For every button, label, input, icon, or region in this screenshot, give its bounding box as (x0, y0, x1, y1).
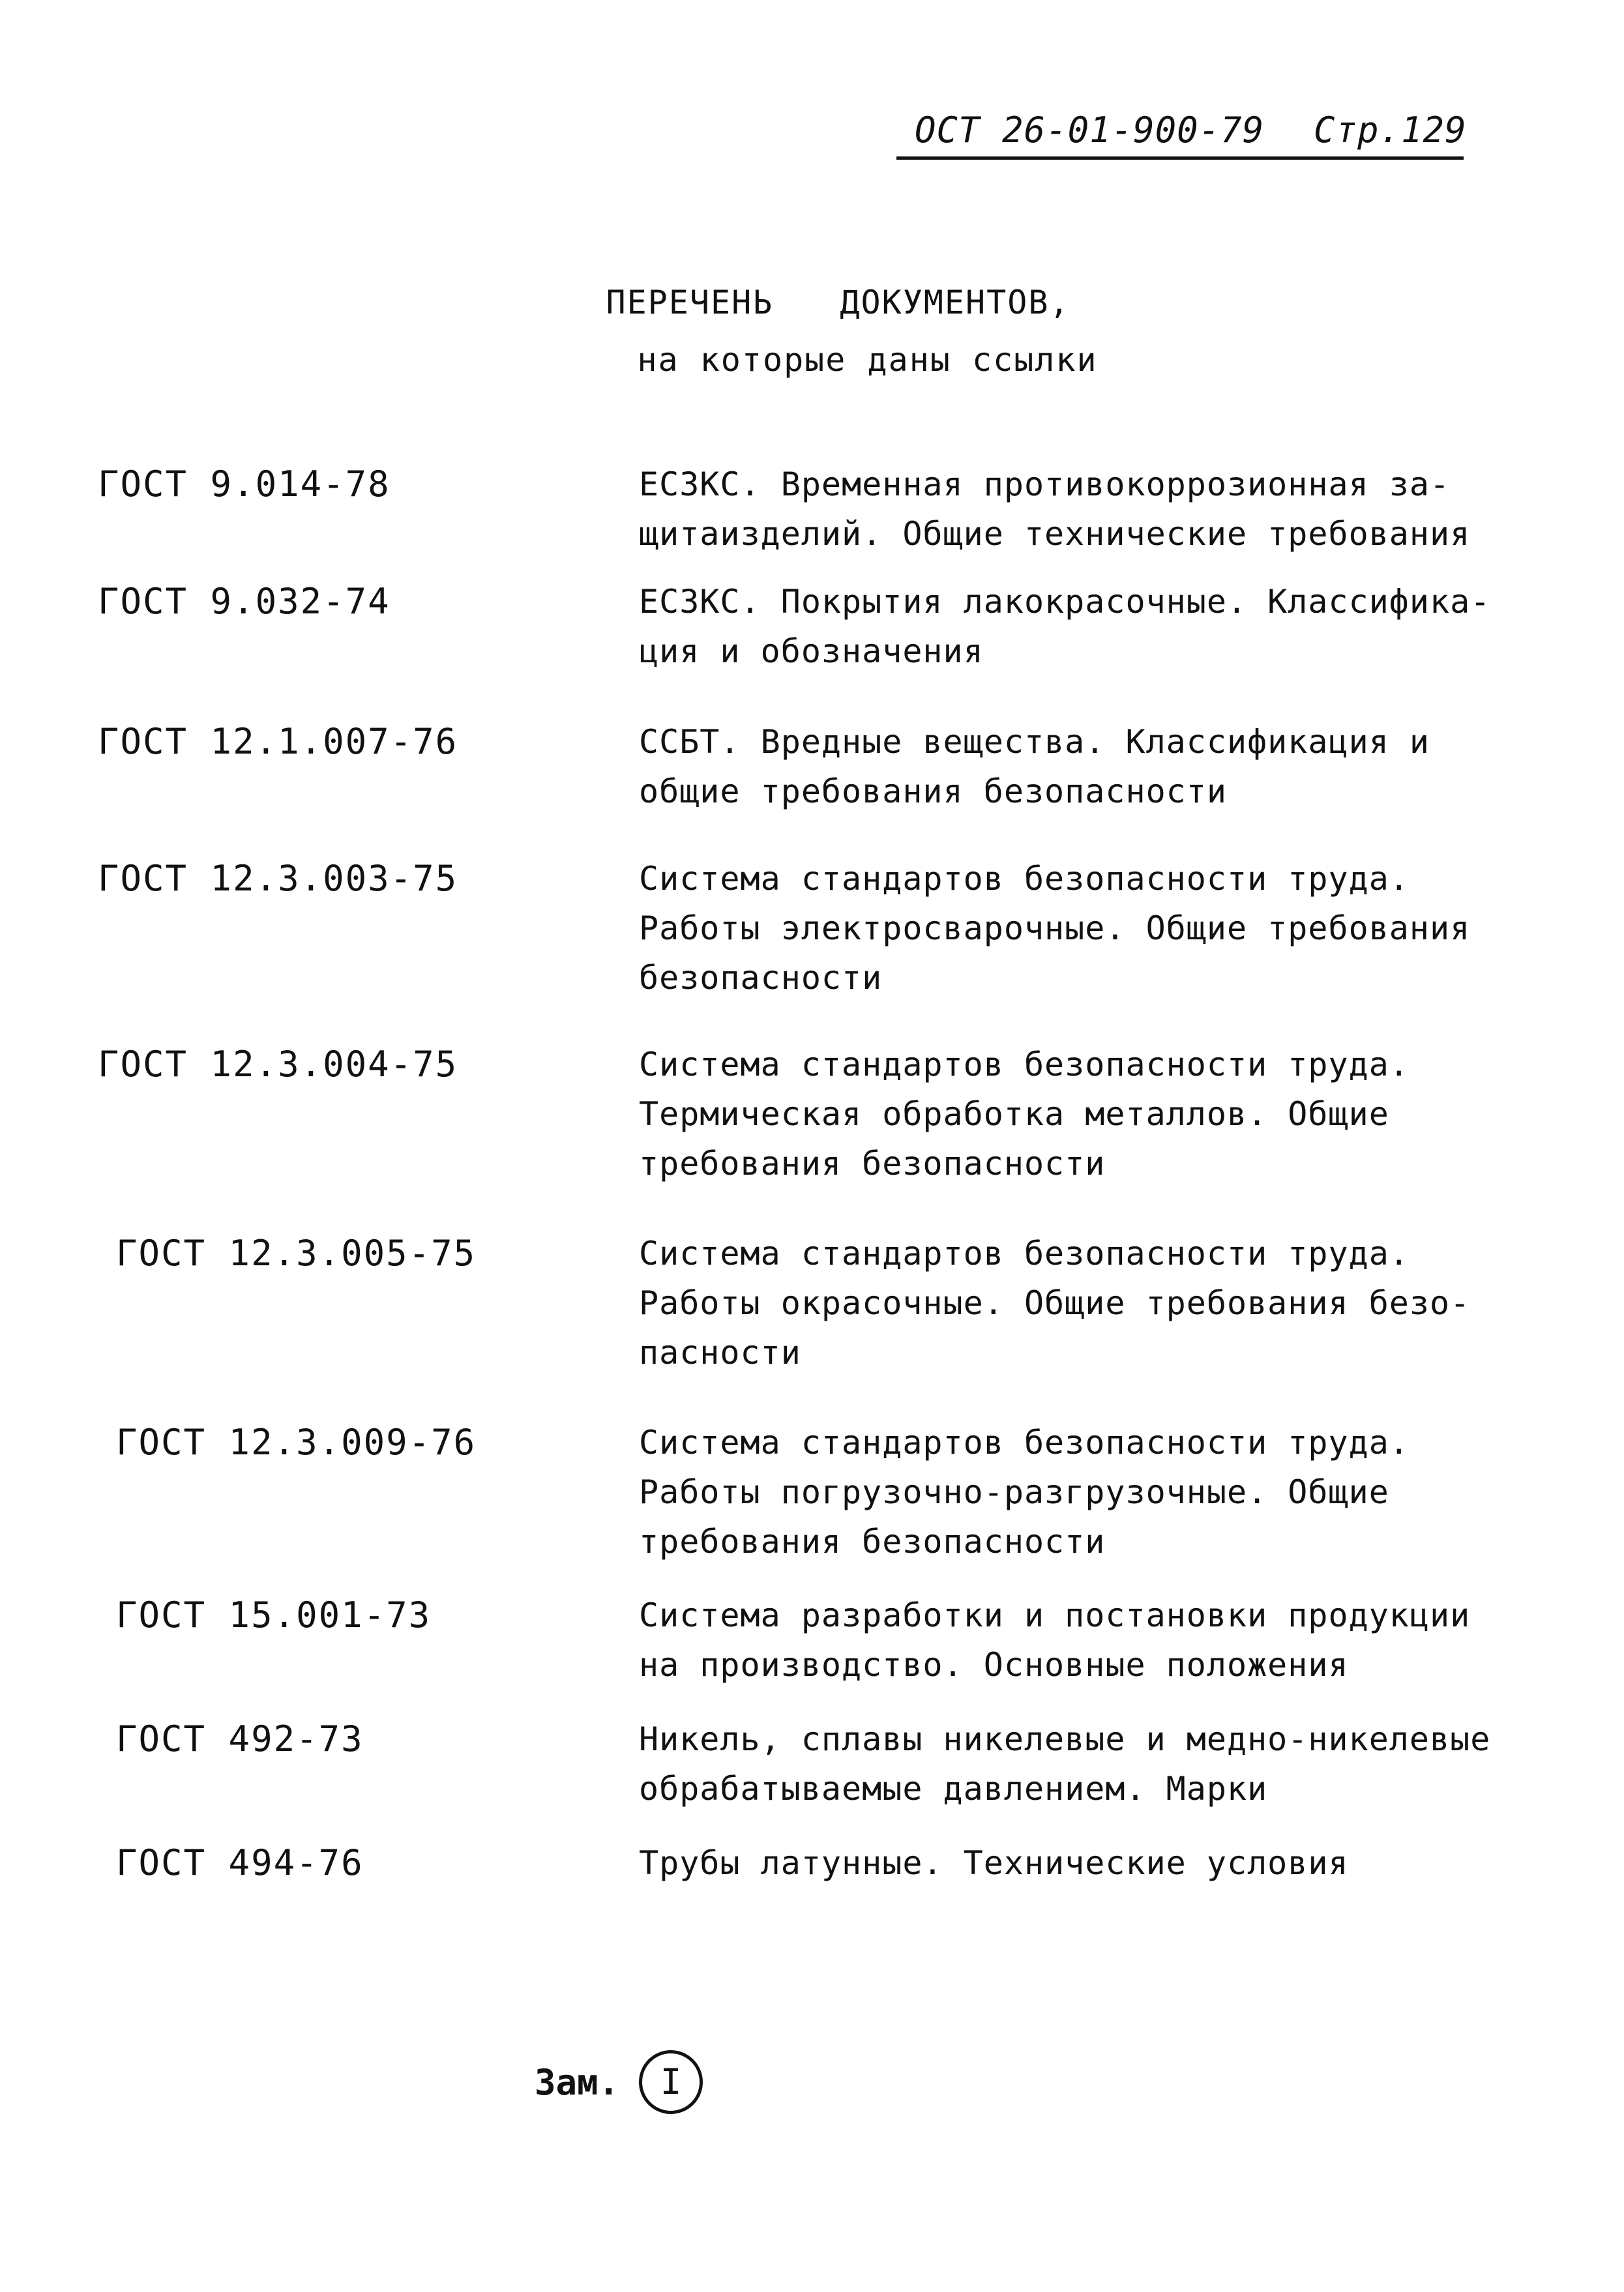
reference-code: ГОСТ 9.014-78 (98, 463, 391, 505)
description-line: щитаизделий. Общие технические требования (639, 515, 1471, 553)
description-line: Термическая обработка металлов. Общие (639, 1095, 1389, 1133)
description-line: ЕСЗКС. Временная противокоррозионная за- (639, 465, 1451, 503)
reference-description (639, 1040, 1539, 1188)
reference-code: ГОСТ 15.001-73 (116, 1594, 432, 1636)
description-line: Система стандартов безопасности труда. (639, 1424, 1410, 1462)
description-line: ССБТ. Вредные вещества. Классификация и (639, 723, 1430, 761)
description-line: Работы погрузочно-разгрузочные. Общие (639, 1473, 1389, 1511)
document-code: ОСТ 26-01-900-79 (915, 110, 1265, 151)
description-line: общие требования безопасности (639, 772, 1227, 810)
reference-description (639, 577, 1539, 676)
description-line: Никель, сплавы никелевые и медно-никелевые (639, 1720, 1491, 1758)
reference-description (639, 460, 1539, 559)
reference-description (639, 717, 1539, 816)
reference-description (639, 1229, 1539, 1377)
revision-label: Зам. (535, 2062, 620, 2103)
reference-code: ГОСТ 12.3.003-75 (98, 858, 458, 899)
reference-code: ГОСТ 9.032-74 (98, 581, 391, 622)
reference-description (639, 854, 1539, 1003)
reference-description (639, 1838, 1539, 1888)
description-line: пасности (639, 1334, 801, 1372)
description-line: ЕСЗКС. Покрытия лакокрасочные. Классифика- (639, 583, 1491, 621)
description-line: Работы окрасочные. Общие требования безо- (639, 1284, 1471, 1322)
reference-description (639, 1714, 1539, 1814)
reference-code: ГОСТ 494-76 (116, 1842, 364, 1883)
description-line: Работы электросварочные. Общие требования (639, 909, 1471, 947)
reference-code: ГОСТ 12.1.007-76 (98, 721, 458, 762)
reference-code: ГОСТ 12.3.005-75 (116, 1233, 477, 1274)
revision-mark (535, 2044, 795, 2115)
description-line: Система разработки и постановки продукции (639, 1596, 1471, 1634)
reference-code: ГОСТ 12.3.004-75 (98, 1044, 458, 1085)
description-line: безопасности (639, 959, 883, 997)
description-line: Система стандартов безопасности труда. (639, 860, 1410, 898)
reference-description (639, 1591, 1539, 1690)
reference-description (639, 1418, 1539, 1566)
description-line: на производство. Основные положения (639, 1646, 1349, 1684)
description-line: Система стандартов безопасности труда. (639, 1235, 1410, 1272)
reference-code: ГОСТ 492-73 (116, 1718, 364, 1759)
title-line-1: ПЕРЕЧЕНЬ ДОКУМЕНТОВ, (606, 284, 1070, 321)
description-line: обрабатываемые давлением. Марки (639, 1770, 1268, 1808)
description-line: требования безопасности (639, 1523, 1106, 1561)
page-number: Стр.129 (1314, 110, 1467, 151)
title-line-2: на которые даны ссылки (637, 341, 1098, 379)
description-line: Система стандартов безопасности труда. (639, 1046, 1410, 1083)
description-line: ция и обозначения (639, 632, 984, 670)
description-line: Трубы латунные. Технические условия (639, 1844, 1349, 1882)
description-line: требования безопасности (639, 1145, 1106, 1183)
reference-code: ГОСТ 12.3.009-76 (116, 1422, 477, 1463)
revision-number-circle: I (639, 2050, 703, 2114)
